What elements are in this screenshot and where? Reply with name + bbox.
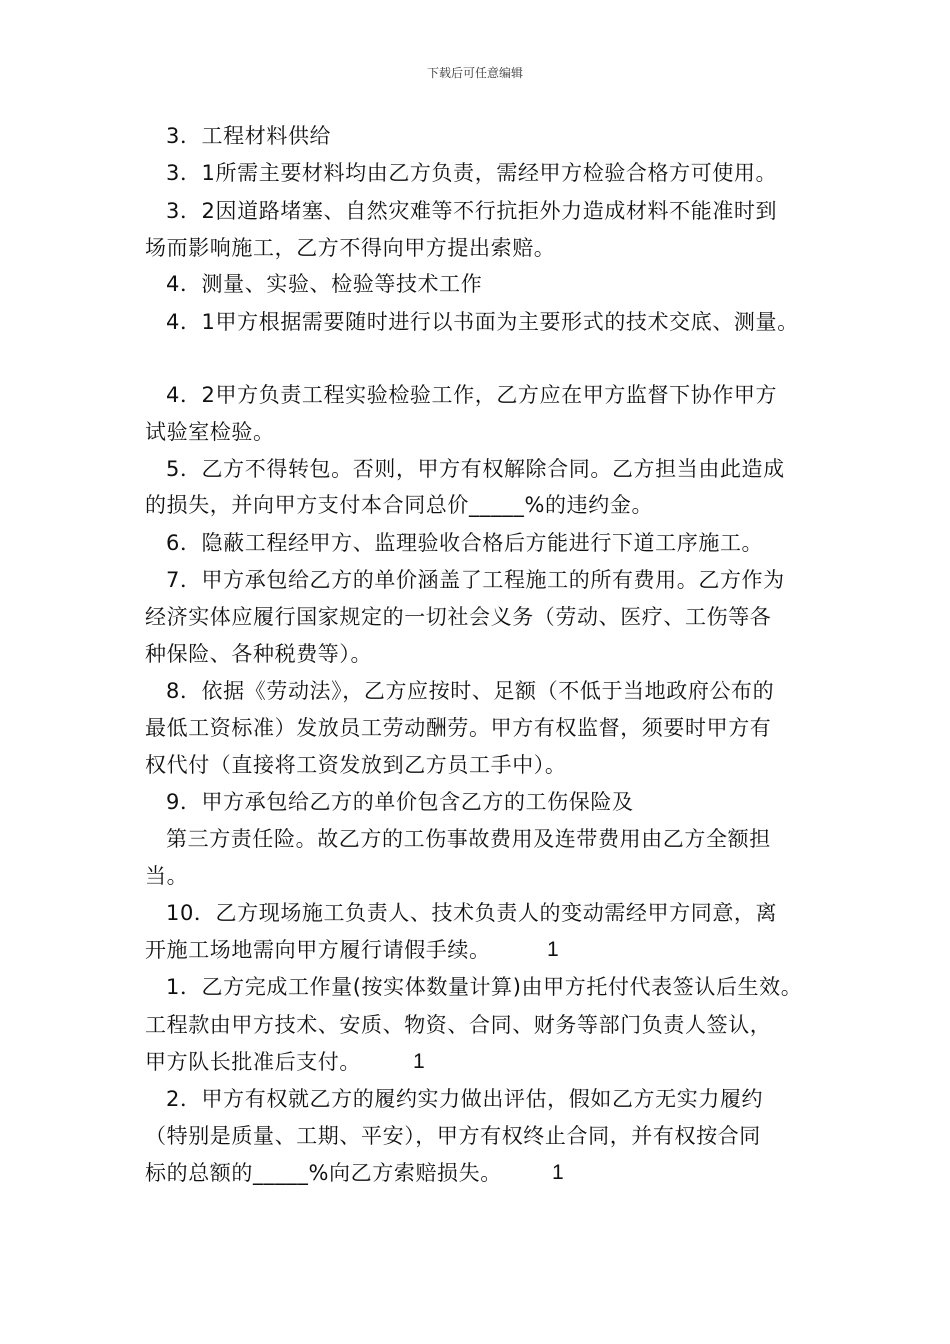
line-p2a: 2．甲方有权就乙方的履约实力做出评估，假如乙方无实力履约 xyxy=(166,1087,764,1111)
line-4-2a: 4．2甲方负责工程实验检验工作，乙方应在甲方监督下协作甲方 xyxy=(166,383,778,407)
line-9b: 第三方责任险。故乙方的工伤事故费用及连带费用由乙方全额担 xyxy=(166,827,771,851)
line-p2c: 标的总额的_____%向乙方索赔损失。 xyxy=(145,1161,502,1185)
line-9c: 当。 xyxy=(145,864,189,888)
line-5b: 的损失，并向甲方支付本合同总价_____%的违约金。 xyxy=(145,493,654,517)
line-7a: 7．甲方承包给乙方的单价涵盖了工程施工的所有费用。乙方作为 xyxy=(166,568,785,592)
page-header: 下载后可任意编辑 xyxy=(426,66,523,80)
line-10b: 开施工场地需向甲方履行请假手续。 xyxy=(145,938,491,962)
line-4: 4．测量、实验、检验等技术工作 xyxy=(166,272,483,296)
line-6: 6．隐蔽工程经甲方、监理验收合格后方能进行下道工序施工。 xyxy=(166,531,764,555)
page-ref-number: 1 xyxy=(413,1050,426,1073)
line-8c: 权代付（直接将工资发放到乙方员工手中）。 xyxy=(145,753,567,777)
line-4-2b: 试验室检验。 xyxy=(145,420,275,444)
line-4-1: 4．1甲方根据需要随时进行以书面为主要形式的技术交底、测量。 xyxy=(166,310,799,334)
line-3: 3．工程材料供给 xyxy=(166,124,332,148)
line-8a: 8．依据《劳动法》，乙方应按时、足额（不低于当地政府公布的 xyxy=(166,679,775,703)
line-8b: 最低工资标准）发放员工劳动酬劳。甲方有权监督，须要时甲方有 xyxy=(145,716,772,740)
page-ref-number: 1 xyxy=(552,1161,565,1184)
line-p1a: 1．乙方完成工作量(按实体数量计算)由甲方托付代表签认后生效。 xyxy=(166,975,803,999)
page-ref-number: 1 xyxy=(547,938,560,961)
line-p1b: 工程款由甲方技术、安质、物资、合同、财务等部门负责人签认， xyxy=(145,1013,772,1037)
line-p1c: 甲方队长批准后支付。 xyxy=(145,1050,361,1074)
line-9a: 9．甲方承包给乙方的单价包含乙方的工伤保险及 xyxy=(166,790,634,814)
line-p2b: （特别是质量、工期、平安），甲方有权终止合同，并有权按合同 xyxy=(145,1124,761,1148)
line-5a: 5．乙方不得转包。否则，甲方有权解除合同。乙方担当由此造成 xyxy=(166,457,785,481)
line-3-1: 3．1所需主要材料均由乙方负责，需经甲方检验合格方可使用。 xyxy=(166,161,778,185)
line-7c: 种保险、各种税费等）。 xyxy=(145,642,373,666)
line-10a: 10．乙方现场施工负责人、技术负责人的变动需经甲方同意，离 xyxy=(166,901,778,925)
line-3-2a: 3．2因道路堵塞、自然灾难等不行抗拒外力造成材料不能准时到 xyxy=(166,199,778,223)
line-3-2b: 场而影响施工，乙方不得向甲方提出索赔。 xyxy=(145,236,556,260)
line-7b: 经济实体应履行国家规定的一切社会义务（劳动、医疗、工伤等各 xyxy=(145,605,772,629)
